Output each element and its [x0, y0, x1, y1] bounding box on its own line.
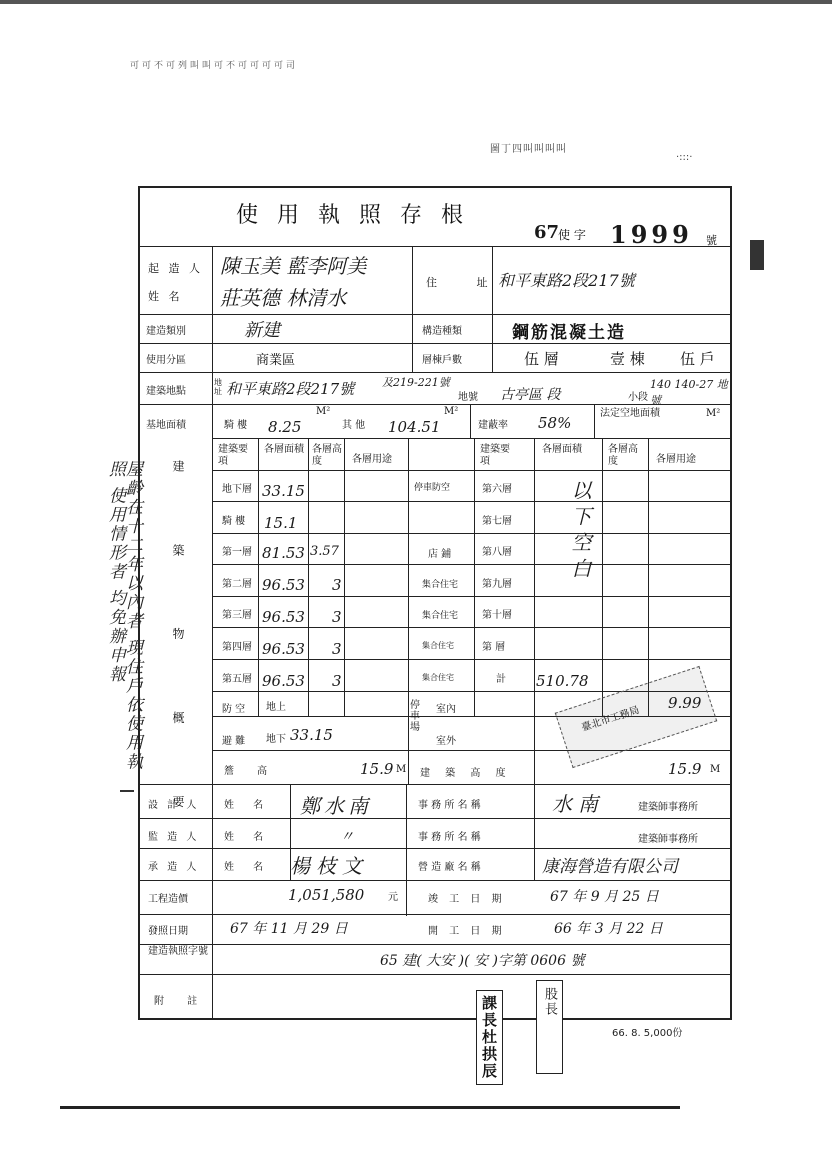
row-area-arcade: 15.1	[264, 514, 298, 532]
row-label-nf: 第 層	[482, 642, 506, 653]
seal-section-chief: 課長杜拱辰	[476, 990, 503, 1085]
designer-office: 水南	[552, 792, 604, 816]
label-designer-office: 事 務 所 名 稱	[418, 800, 481, 811]
row-area-total: 510.78	[536, 672, 589, 690]
license-type: 使 字	[558, 228, 586, 242]
stamp-value: 9.99	[668, 694, 702, 712]
col-height-left: 各層高度	[312, 444, 342, 467]
label-complete: 竣 工 日 期	[428, 894, 506, 905]
row-area-1f: 81.53	[262, 544, 305, 562]
building-count: 壹 棟	[610, 350, 645, 368]
row-area-5f: 96.53	[262, 672, 305, 690]
parcel-numbers: 140 140-27 地號	[650, 378, 728, 407]
seal-unit-chief: 股長	[536, 980, 563, 1074]
row-height-1f: 3.57	[310, 544, 339, 559]
license-year: 67	[534, 222, 560, 243]
row-label-8f: 第八層	[482, 547, 512, 558]
label-company: 營 造 廠 名 稱	[418, 862, 481, 873]
label-builder: 起 造 人	[148, 262, 203, 275]
building-households: 伍 戶	[680, 350, 715, 368]
col-area-left: 各層面積	[264, 444, 304, 455]
owner-address: 和平東路2段217號	[498, 271, 635, 290]
site-prefix: 地址	[214, 378, 222, 396]
building-category: 新建	[244, 320, 280, 341]
row-area-2f: 96.53	[262, 576, 305, 594]
legal-open-unit: M²	[706, 408, 721, 419]
label-eaves: 簷 高	[224, 766, 278, 777]
label-indoor: 室內	[436, 704, 456, 715]
row-height-5f: 3	[332, 672, 342, 690]
shelter-below-value: 33.15	[290, 726, 333, 744]
label-above: 地上	[266, 702, 286, 713]
label-parcel: 地號	[458, 392, 478, 403]
side-label-overview: 建 築 物 概 要	[171, 460, 185, 842]
complete-date: 67 年 9 月 25 日	[550, 889, 659, 905]
form-title: 使 用 執 照 存 根	[236, 203, 469, 228]
designer-office-suffix: 建築師事務所	[638, 802, 698, 813]
label-structure: 構造種類	[422, 326, 462, 337]
label-zone: 使用分區	[146, 355, 186, 366]
row-height-4f: 3	[332, 640, 342, 658]
row-label-1f: 第一層	[222, 547, 252, 558]
cost-value: 1,051,580	[288, 886, 365, 904]
print-note: 66. 8. 5,000份	[612, 1028, 683, 1039]
scan-left-mark	[120, 790, 134, 792]
row-label-10f: 第十層	[482, 610, 512, 621]
supervisor-office-suffix: 建築師事務所	[638, 834, 698, 845]
coverage-value: 58%	[538, 414, 572, 432]
eaves-unit: M	[396, 764, 407, 775]
label-notes: 附 註	[154, 996, 208, 1007]
supervisor-name: 〃	[340, 829, 354, 845]
label-below: 地下	[266, 734, 286, 745]
label-start: 開 工 日 期	[428, 926, 506, 937]
license-form	[138, 186, 732, 1020]
label-arcade: 騎 樓	[224, 420, 248, 431]
start-date: 66 年 3 月 22 日	[554, 921, 663, 937]
owner-names-1: 陳玉美 藍李阿美	[220, 254, 367, 278]
row-use-5f: 集合住宅	[422, 673, 454, 682]
label-other: 其 他	[342, 420, 366, 431]
row-area-4f: 96.53	[262, 640, 305, 658]
parcel-subsection: 小段	[628, 392, 648, 403]
label-parking: 停車場	[410, 700, 420, 733]
label-supervisor-name: 姓 名	[224, 832, 272, 843]
row-label-6f: 第六層	[482, 484, 512, 495]
row-use-2f: 集合住宅	[422, 580, 459, 590]
owner-names-2: 莊英德 林清水	[220, 286, 347, 310]
label-site-area: 基地面積	[146, 420, 186, 431]
label-shelter: 防 空	[222, 704, 246, 715]
label-contractor-name: 姓 名	[224, 862, 272, 873]
row-use-b1: 停車防空	[414, 483, 451, 493]
label-outdoor: 室外	[436, 736, 456, 747]
label-site: 建築地點	[146, 386, 186, 397]
arcade-unit: M²	[316, 406, 331, 417]
margin-note: 屋齡在十二年以內者 現住戶依使用執照 使用情形者 均免辦申報	[105, 460, 142, 772]
site-address: 和平東路2段217號	[226, 380, 355, 398]
label-name: 姓 名	[148, 290, 183, 303]
scan-right-edge	[750, 240, 764, 270]
scan-header-mark: 圖丁四叫叫叫叫	[490, 144, 567, 155]
eaves-value: 15.9	[360, 760, 394, 778]
label-category: 建造類別	[146, 326, 186, 337]
building-height-unit: M	[710, 764, 721, 775]
row-label-b1: 地下層	[222, 484, 252, 495]
row-label-3f: 第三層	[222, 610, 252, 621]
designer-name: 鄭水南	[300, 794, 372, 818]
row-label-total: 計	[496, 674, 506, 685]
row-use-3f: 集合住宅	[422, 611, 459, 621]
site-extra: 及219-221號	[382, 376, 450, 389]
company-name: 康海營造有限公司	[542, 857, 678, 877]
col-item-right: 建築要項	[480, 444, 510, 467]
label-supervisor-office: 事 務 所 名 稱	[418, 832, 481, 843]
building-structure: 鋼筋混凝土造	[512, 323, 626, 343]
blank-note: 以下空白	[568, 480, 592, 584]
cost-unit: 元	[388, 892, 398, 903]
col-height-right: 各層高度	[608, 444, 638, 467]
scan-header-mark-2: ·:::·	[676, 152, 693, 163]
label-floors: 層棟戶數	[422, 355, 462, 366]
label-address: 住 址	[426, 276, 506, 289]
row-label-5f: 第五層	[222, 674, 252, 685]
license-number: 1999	[610, 220, 693, 249]
other-area: 104.51	[388, 418, 441, 436]
label-legal-open: 法定空地面積	[600, 408, 660, 419]
other-unit: M²	[444, 406, 459, 417]
label-cost: 工程造價	[148, 894, 188, 905]
col-area-right: 各層面積	[542, 444, 582, 455]
row-label-4f: 第四層	[222, 642, 252, 653]
building-floors: 伍 層	[524, 350, 559, 368]
label-designer-name: 姓 名	[224, 800, 272, 811]
building-zone: 商業區	[256, 353, 296, 368]
col-item-left: 建築要項	[218, 444, 248, 467]
row-label-arcade: 騎 樓	[222, 516, 246, 527]
scan-bottom-line	[60, 1106, 680, 1109]
row-label-2f: 第二層	[222, 579, 252, 590]
permit-number: 65 建( 大安 )( 安 )字第 0606 號	[380, 953, 585, 969]
row-use-1f: 店 鋪	[428, 549, 452, 560]
label-construct: 避 難	[222, 736, 246, 747]
row-label-9f: 第九層	[482, 579, 512, 590]
label-designer: 設 計 人	[148, 800, 200, 811]
row-area-b1: 33.15	[262, 482, 305, 500]
col-use-left: 各層用途	[352, 454, 392, 465]
label-supervisor: 監 造 人	[148, 832, 200, 843]
scan-top-stamp: 可可不可列叫叫可不可可可可司	[130, 61, 299, 71]
stamp-text: 臺北市工務局	[580, 704, 641, 734]
building-height-value: 15.9	[668, 760, 702, 778]
row-height-2f: 3	[332, 576, 342, 594]
license-suffix: 號	[706, 234, 717, 247]
row-label-7f: 第七層	[482, 516, 512, 527]
label-coverage: 建蔽率	[478, 420, 508, 431]
label-contractor: 承 造 人	[148, 862, 200, 873]
label-building-height: 建 築 高 度	[420, 768, 512, 779]
parcel-section: 古亭區 段	[500, 387, 561, 403]
col-use-right: 各層用途	[656, 454, 696, 465]
contractor-name: 楊枝文	[290, 854, 368, 878]
scan-top-border	[0, 0, 832, 4]
row-use-4f: 集合住宅	[422, 641, 454, 650]
issue-date: 67 年 11 月 29 日	[230, 921, 348, 937]
label-issue: 發照日期	[148, 926, 188, 937]
row-height-3f: 3	[332, 608, 342, 626]
label-permit: 建造執照字號	[148, 946, 208, 957]
row-area-3f: 96.53	[262, 608, 305, 626]
arcade-area: 8.25	[268, 418, 302, 436]
